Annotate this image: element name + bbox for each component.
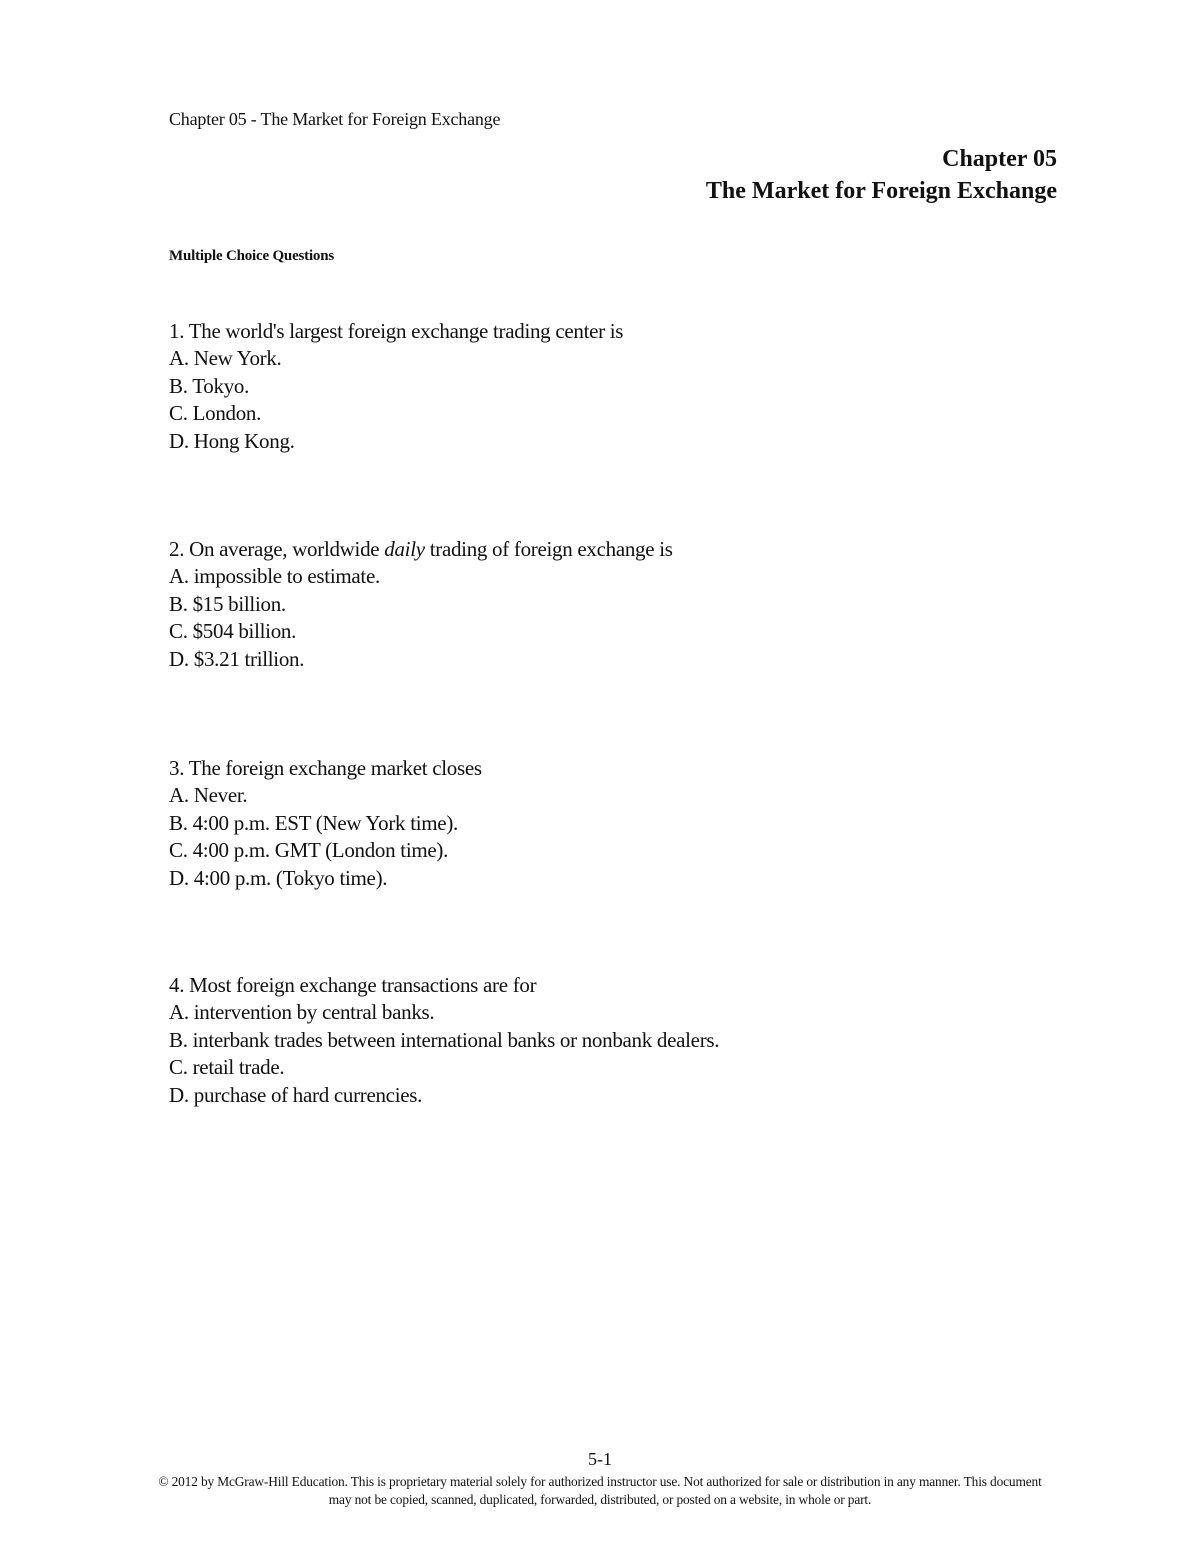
chapter-heading <box>706 143 1057 207</box>
stem-emphasis: daily <box>384 537 425 561</box>
question-stem: 4. Most foreign exchange transactions are for <box>169 973 537 997</box>
running-header: Chapter 05 - The Market for Foreign Exchange <box>169 109 501 129</box>
answer-option-a: A. Never. <box>169 783 248 808</box>
question-stem: 1. The world's largest foreign exchange trading center is <box>169 319 624 343</box>
stem-text-before: 2. On average, worldwide <box>169 537 385 561</box>
stem-text-after: trading of foreign exchange is <box>424 537 673 561</box>
answer-option-d: D. 4:00 p.m. (Tokyo time). <box>169 865 388 890</box>
answer-option-a: A. impossible to estimate. <box>169 564 380 589</box>
question-4 <box>169 972 719 1109</box>
answer-option-b: B. 4:00 p.m. EST (New York time). <box>169 810 458 835</box>
answer-option-d: D. $3.21 trillion. <box>169 646 305 671</box>
question-stem: 3. The foreign exchange market closes <box>169 756 482 780</box>
chapter-title: The Market for Foreign Exchange <box>705 178 1057 204</box>
question-1 <box>169 318 623 455</box>
copyright-notice: © 2012 by McGraw-Hill Education. This is proprietary material solely for authorized instructor use. Not authorized for sale or distribution in any manner. This document may not be copied, scanned, duplicated, forwarded, distributed, or posted on a website, in whole or part. <box>158 1474 1042 1507</box>
answer-option-c: C. London. <box>169 401 262 426</box>
answer-option-b: B. $15 billion. <box>169 591 286 616</box>
answer-option-c: C. $504 billion. <box>169 619 297 644</box>
question-3 <box>169 755 482 892</box>
question-2 <box>169 536 673 673</box>
answer-option-c: C. 4:00 p.m. GMT (London time). <box>169 838 449 863</box>
section-label: Multiple Choice Questions <box>169 248 335 264</box>
answer-option-d: D. purchase of hard currencies. <box>169 1082 423 1107</box>
question-stem <box>169 536 673 563</box>
answer-option-b: B. interbank trades between international banks or nonbank dealers. <box>169 1027 720 1052</box>
page-footer <box>0 1447 1200 1509</box>
page-number: 5-1 <box>588 1449 612 1469</box>
answer-option-d: D. Hong Kong. <box>169 428 295 453</box>
chapter-number: Chapter 05 <box>942 146 1057 172</box>
answer-option-a: A. New York. <box>169 346 282 371</box>
answer-option-a: A. intervention by central banks. <box>169 1000 435 1025</box>
answer-option-b: B. Tokyo. <box>169 373 250 398</box>
answer-option-c: C. retail trade. <box>169 1055 285 1080</box>
